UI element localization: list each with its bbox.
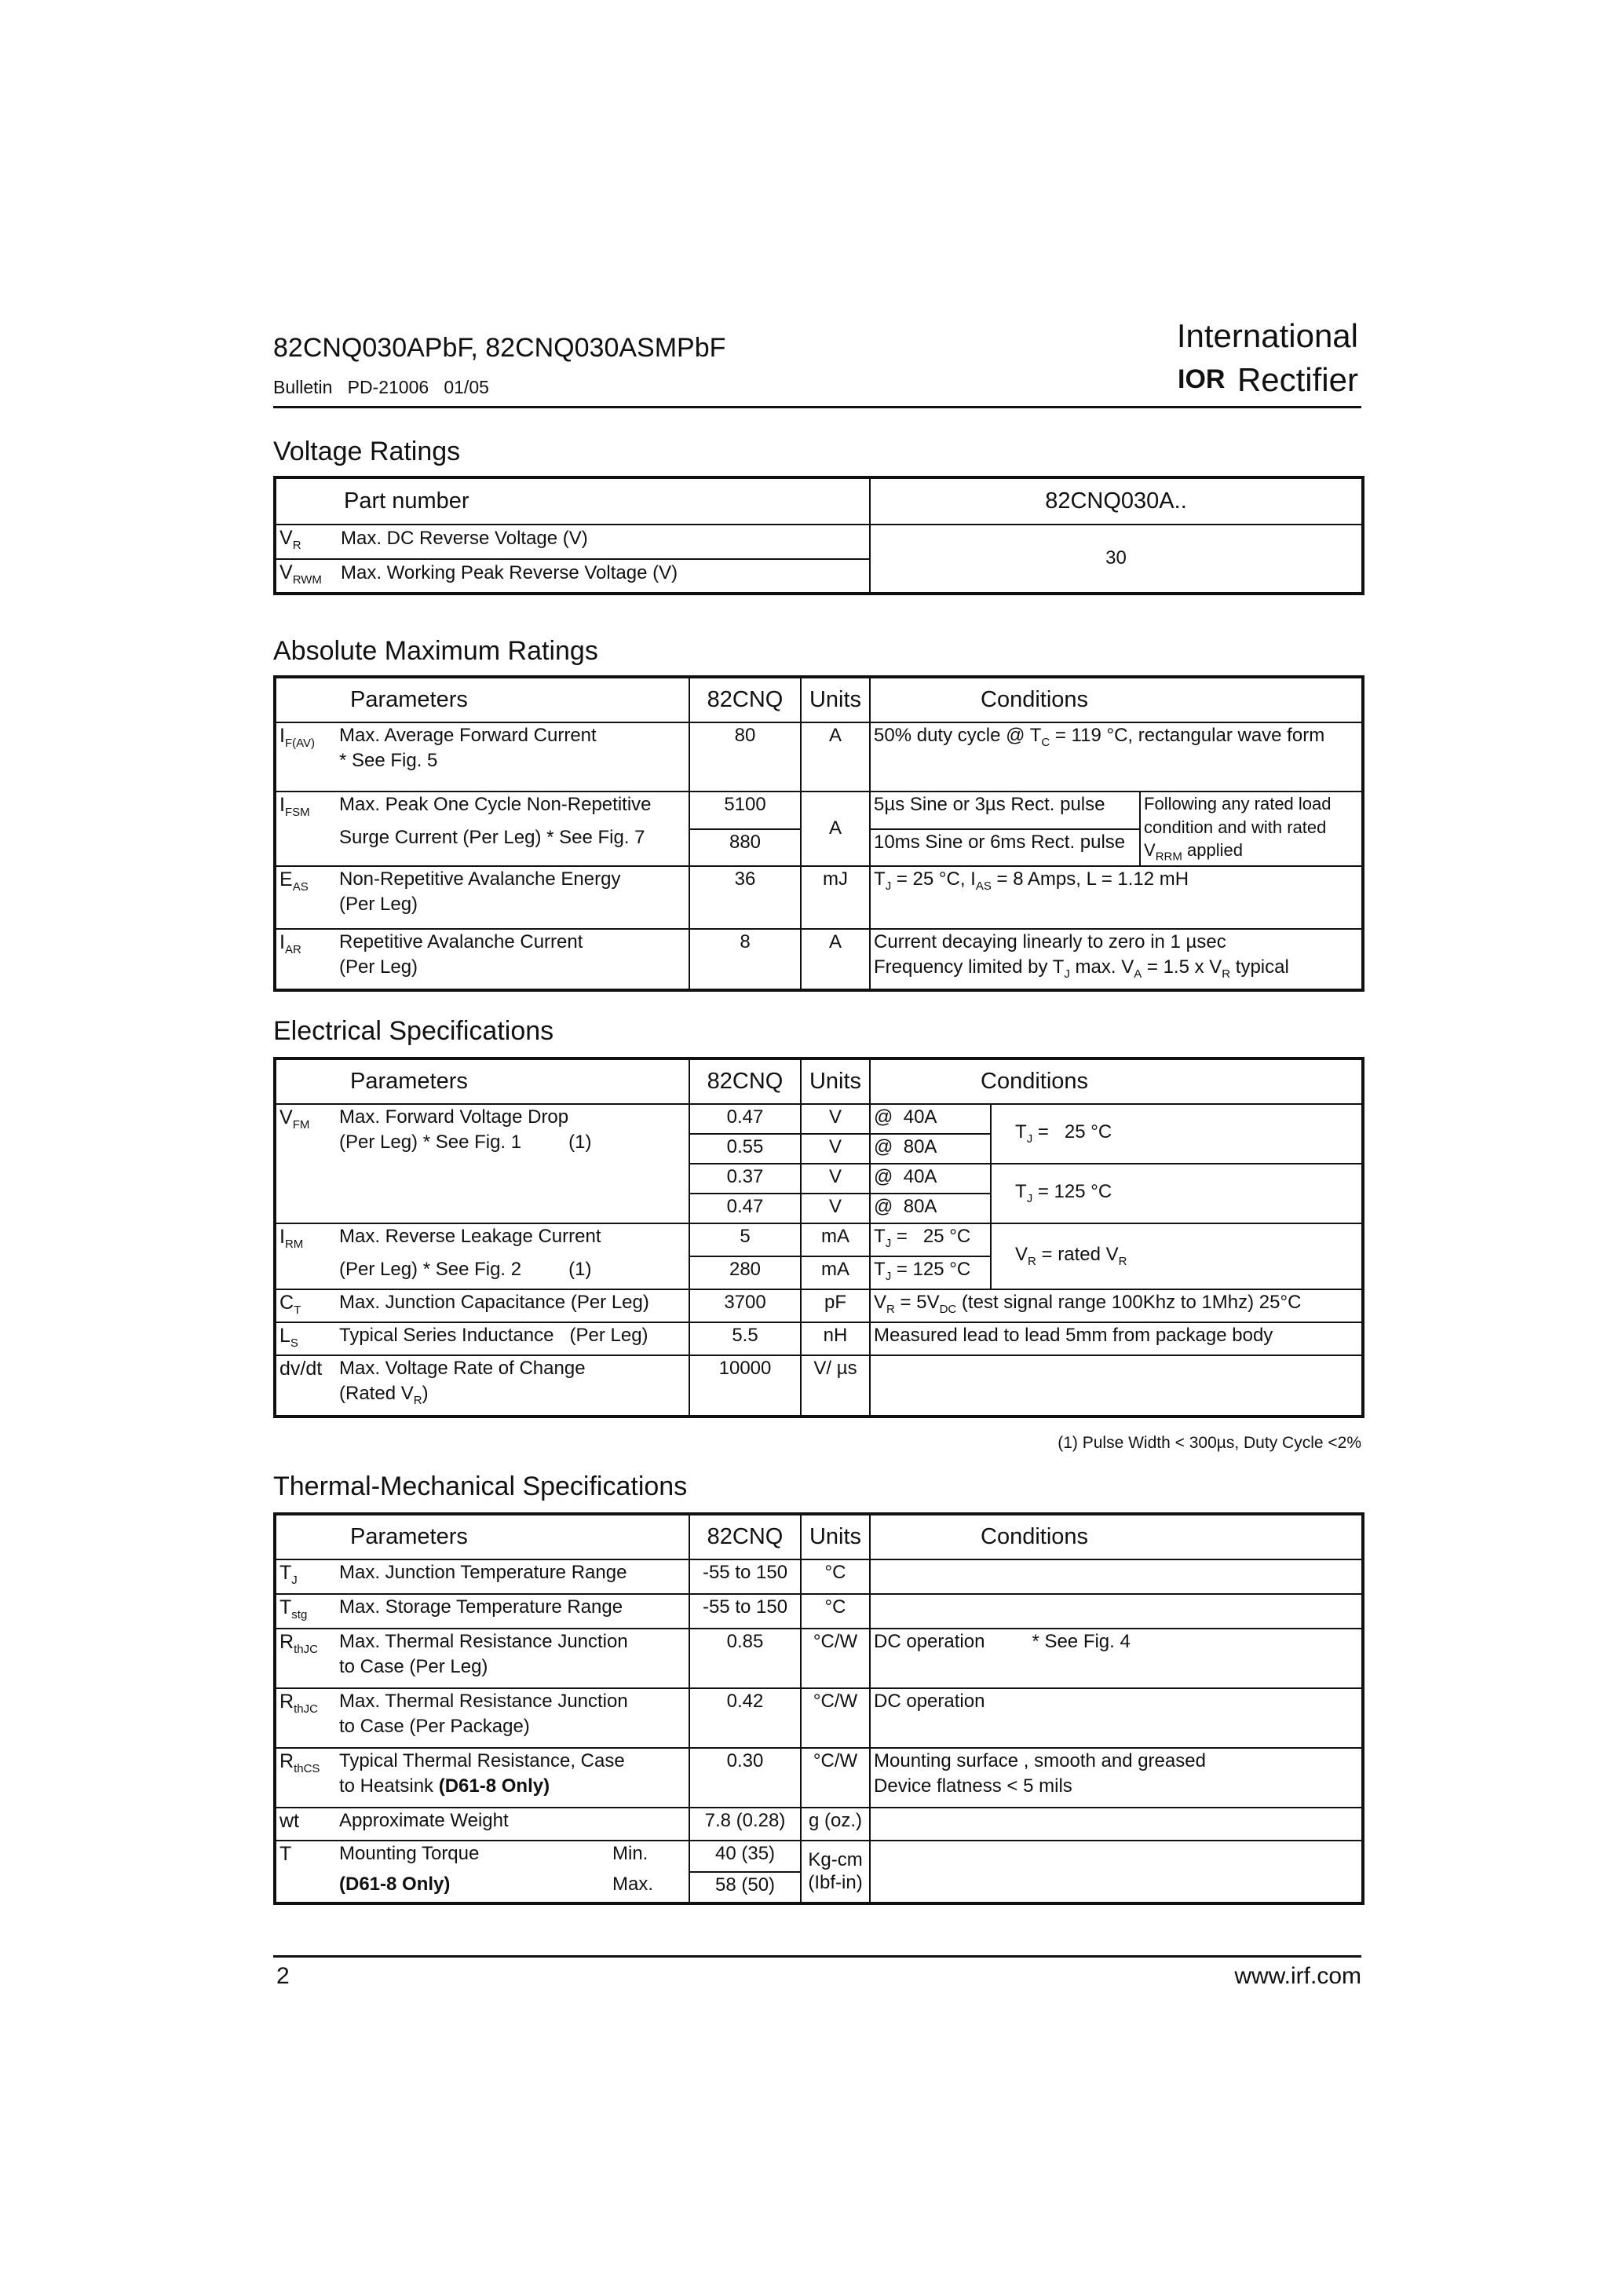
voltage-row: $V_R$ Max. DC Reverse Voltage (V) <box>275 525 870 559</box>
wt-value: 7.8 (0.28) <box>689 1808 801 1841</box>
footer-rule <box>273 1955 1361 1958</box>
vfm-value: 0.37 <box>689 1164 801 1194</box>
rthcs-desc: Typical Thermal Resistance, Case to Heatsink (D61-8 Only) <box>336 1748 689 1808</box>
ifav-condition: 50% duty cycle @ $T_C = 119$ °C, rectangular wave form <box>870 722 1363 792</box>
iar-condition: Current decaying linearly to zero in 1 µsec Frequency limited by $T_J$ max. $V_A = 1.5$ x $V_R$ typical <box>870 929 1363 990</box>
website-link[interactable]: www.irf.com <box>1234 1963 1361 1989</box>
elec-head-params: Parameters <box>275 1058 689 1104</box>
dvdt-desc: Max. Voltage Rate of Change (Rated $V_R$) <box>336 1355 689 1417</box>
thermal-head-part: 82CNQ <box>689 1514 801 1559</box>
absolute-max-table <box>273 675 1364 992</box>
rthjc-pkg-condition: DC operation <box>870 1688 1363 1748</box>
electrical-specs-table <box>273 1057 1364 1418</box>
vfm-symbol: $V_{FM}$ <box>275 1104 336 1223</box>
rthjc-leg-value: 0.85 <box>689 1629 801 1688</box>
elec-head-conditions: Conditions <box>870 1058 1363 1104</box>
rthjc-leg-unit: °C/W <box>801 1629 870 1688</box>
ct-symbol: $C_T$ <box>275 1289 336 1322</box>
vfm-value: 0.47 <box>689 1194 801 1223</box>
dvdt-symbol: dv/dt <box>275 1355 336 1417</box>
rthjc-leg-condition: DC operation * See Fig. 4 <box>870 1629 1363 1688</box>
header-rule <box>273 406 1361 408</box>
thermal-head-conditions: Conditions <box>870 1514 1363 1559</box>
rthcs-condition: Mounting surface , smooth and greased Device flatness < 5 mils <box>870 1748 1363 1808</box>
iar-symbol: $I_{AR}$ <box>275 929 336 990</box>
dvdt-unit: V/ µs <box>801 1355 870 1417</box>
dvdt-condition <box>870 1355 1363 1417</box>
ifsm-symbol: $I_{FSM}$ <box>275 792 336 866</box>
logo-ior: IOR <box>1178 364 1226 394</box>
tstg-desc: Max. Storage Temperature Range <box>336 1594 689 1629</box>
ls-desc: Typical Series Inductance (Per Leg) <box>336 1322 689 1355</box>
vfm-unit: V <box>801 1134 870 1164</box>
torque-symbol: T <box>275 1841 336 1903</box>
ifsm-note: Following any rated load condition and with rated $V_{RRM}$ applied <box>1140 792 1363 866</box>
voltage-symbol: $V_R$ <box>279 527 301 552</box>
elec-head-units: Units <box>801 1058 870 1104</box>
torque-max-label: Max. <box>609 1872 689 1903</box>
tj-unit: °C <box>801 1559 870 1594</box>
tstg-symbol: $T_{stg}$ <box>275 1594 336 1629</box>
ls-unit: nH <box>801 1322 870 1355</box>
wt-unit: g (oz.) <box>801 1808 870 1841</box>
ifsm-cond-1: 5µs Sine or 3µs Rect. pulse <box>870 792 1140 829</box>
eas-desc: Non-Repetitive Avalanche Energy (Per Leg) <box>336 866 689 929</box>
torque-value-max: 58 (50) <box>689 1872 801 1903</box>
tj-condition <box>870 1559 1363 1594</box>
thermal-specs-table <box>273 1512 1364 1905</box>
page-number: 2 <box>276 1963 290 1989</box>
eas-symbol: $E_{AS}$ <box>275 866 336 929</box>
rthcs-symbol: $R_{thCS}$ <box>275 1748 336 1808</box>
voltage-head-param: Part number <box>275 477 870 525</box>
abs-head-units: Units <box>801 677 870 722</box>
torque-min-label: Min. <box>609 1841 689 1872</box>
ifsm-value-1: 5100 <box>689 792 801 829</box>
rthjc-pkg-unit: °C/W <box>801 1688 870 1748</box>
ls-condition: Measured lead to lead 5mm from package body <box>870 1322 1363 1355</box>
tj-value: -55 to 150 <box>689 1559 801 1594</box>
ifsm-cond-2: 10ms Sine or 6ms Rect. pulse <box>870 829 1140 867</box>
ct-desc: Max. Junction Capacitance (Per Leg) <box>336 1289 689 1322</box>
eas-unit: mJ <box>801 866 870 929</box>
tstg-unit: °C <box>801 1594 870 1629</box>
vfm-tj-25: $T_J = 25$ °C <box>991 1104 1363 1164</box>
tstg-condition <box>870 1594 1363 1629</box>
document-title: 82CNQ030APbF, 82CNQ030ASMPbF <box>273 333 726 363</box>
irm-cond-2: $T_J = 125$ °C <box>870 1256 991 1289</box>
voltage-ratings-title: Voltage Ratings <box>273 437 461 466</box>
ifsm-desc: Max. Peak One Cycle Non-Repetitive Surge Current (Per Leg) * See Fig. 7 <box>336 792 689 866</box>
thermal-head-units: Units <box>801 1514 870 1559</box>
vfm-desc: Max. Forward Voltage Drop (Per Leg) * See Fig. 1 (1) <box>336 1104 689 1223</box>
wt-desc: Approximate Weight <box>336 1808 689 1841</box>
vfm-cond: @ 40A <box>870 1104 991 1134</box>
tstg-value: -55 to 150 <box>689 1594 801 1629</box>
international-rectifier-logo <box>1173 314 1361 400</box>
torque-value-min: 40 (35) <box>689 1841 801 1872</box>
iar-desc: Repetitive Avalanche Current (Per Leg) <box>336 929 689 990</box>
voltage-value: 30 <box>870 525 1363 594</box>
irm-unit-2: mA <box>801 1256 870 1289</box>
voltage-head-value: 82CNQ030A.. <box>870 477 1363 525</box>
rthjc-pkg-desc: Max. Thermal Resistance Junction to Case (Per Package) <box>336 1688 689 1748</box>
eas-condition: $T_J = 25$ °C, $I_{AS} = 8$ Amps, L = 1.12 mH <box>870 866 1363 929</box>
vfm-unit: V <box>801 1194 870 1223</box>
ifsm-unit: A <box>801 792 870 866</box>
voltage-symbol: $V_{RWM}$ <box>279 561 322 587</box>
ls-value: 5.5 <box>689 1322 801 1355</box>
ct-value: 3700 <box>689 1289 801 1322</box>
logo-line2: Rectifier <box>1237 361 1358 398</box>
ifsm-value-2: 880 <box>689 829 801 867</box>
bulletin-number: Bulletin PD-21006 01/05 <box>273 377 489 397</box>
vfm-unit: V <box>801 1104 870 1134</box>
thermal-head-params: Parameters <box>275 1514 689 1559</box>
vfm-value: 0.47 <box>689 1104 801 1134</box>
tj-symbol: $T_J$ <box>275 1559 336 1594</box>
electrical-specs-title: Electrical Specifications <box>273 1016 554 1046</box>
vfm-cond: @ 40A <box>870 1164 991 1194</box>
irm-symbol: $I_{RM}$ <box>275 1223 336 1289</box>
logo-line1: International <box>1176 317 1358 354</box>
vfm-value: 0.55 <box>689 1134 801 1164</box>
vfm-tj-125: $T_J = 125$ °C <box>991 1164 1363 1223</box>
rthjc-leg-symbol: $R_{thJC}$ <box>275 1629 336 1688</box>
ls-symbol: $L_S$ <box>275 1322 336 1355</box>
iar-value: 8 <box>689 929 801 990</box>
irm-desc: Max. Reverse Leakage Current (Per Leg) * See Fig. 2 (1) <box>336 1223 689 1289</box>
vfm-unit: V <box>801 1164 870 1194</box>
abs-head-params: Parameters <box>275 677 689 722</box>
rthjc-pkg-symbol: $R_{thJC}$ <box>275 1688 336 1748</box>
irm-value-2: 280 <box>689 1256 801 1289</box>
rthcs-unit: °C/W <box>801 1748 870 1808</box>
vfm-cond: @ 80A <box>870 1194 991 1223</box>
torque-desc-1: Mounting Torque <box>336 1841 609 1872</box>
wt-condition <box>870 1808 1363 1841</box>
voltage-ratings-table <box>273 476 1364 595</box>
ifav-symbol: $I_{F(AV)}$ <box>275 722 336 792</box>
absolute-max-title: Absolute Maximum Ratings <box>273 636 598 666</box>
ifav-value: 80 <box>689 722 801 792</box>
ct-condition: $V_R = 5V_{DC}$ (test signal range 100Khz to 1Mhz) 25°C <box>870 1289 1363 1322</box>
rthjc-pkg-value: 0.42 <box>689 1688 801 1748</box>
ifav-desc: Max. Average Forward Current * See Fig. 5 <box>336 722 689 792</box>
irm-unit-1: mA <box>801 1223 870 1256</box>
pulse-footnote: (1) Pulse Width < 300µs, Duty Cycle <2% <box>1058 1434 1361 1452</box>
abs-head-conditions: Conditions <box>870 677 1363 722</box>
torque-desc-2: (D61-8 Only) <box>336 1872 609 1903</box>
vfm-cond: @ 80A <box>870 1134 991 1164</box>
eas-value: 36 <box>689 866 801 929</box>
irm-vr-condition: $V_R$ = rated $V_R$ <box>991 1223 1363 1289</box>
ifav-unit: A <box>801 722 870 792</box>
voltage-row: $V_{RWM}$ Max. Working Peak Reverse Voltage (V) <box>275 559 870 594</box>
wt-symbol: wt <box>275 1808 336 1841</box>
elec-head-part: 82CNQ <box>689 1058 801 1104</box>
dvdt-value: 10000 <box>689 1355 801 1417</box>
ct-unit: pF <box>801 1289 870 1322</box>
rthjc-leg-desc: Max. Thermal Resistance Junction to Case (Per Leg) <box>336 1629 689 1688</box>
tj-desc: Max. Junction Temperature Range <box>336 1559 689 1594</box>
rthcs-value: 0.30 <box>689 1748 801 1808</box>
torque-unit: Kg-cm (Ibf-in) <box>801 1841 870 1903</box>
thermal-specs-title: Thermal-Mechanical Specifications <box>273 1472 688 1501</box>
irm-cond-1: $T_J = 25$ °C <box>870 1223 991 1256</box>
torque-condition <box>870 1841 1363 1903</box>
abs-head-part: 82CNQ <box>689 677 801 722</box>
iar-unit: A <box>801 929 870 990</box>
irm-value-1: 5 <box>689 1223 801 1256</box>
